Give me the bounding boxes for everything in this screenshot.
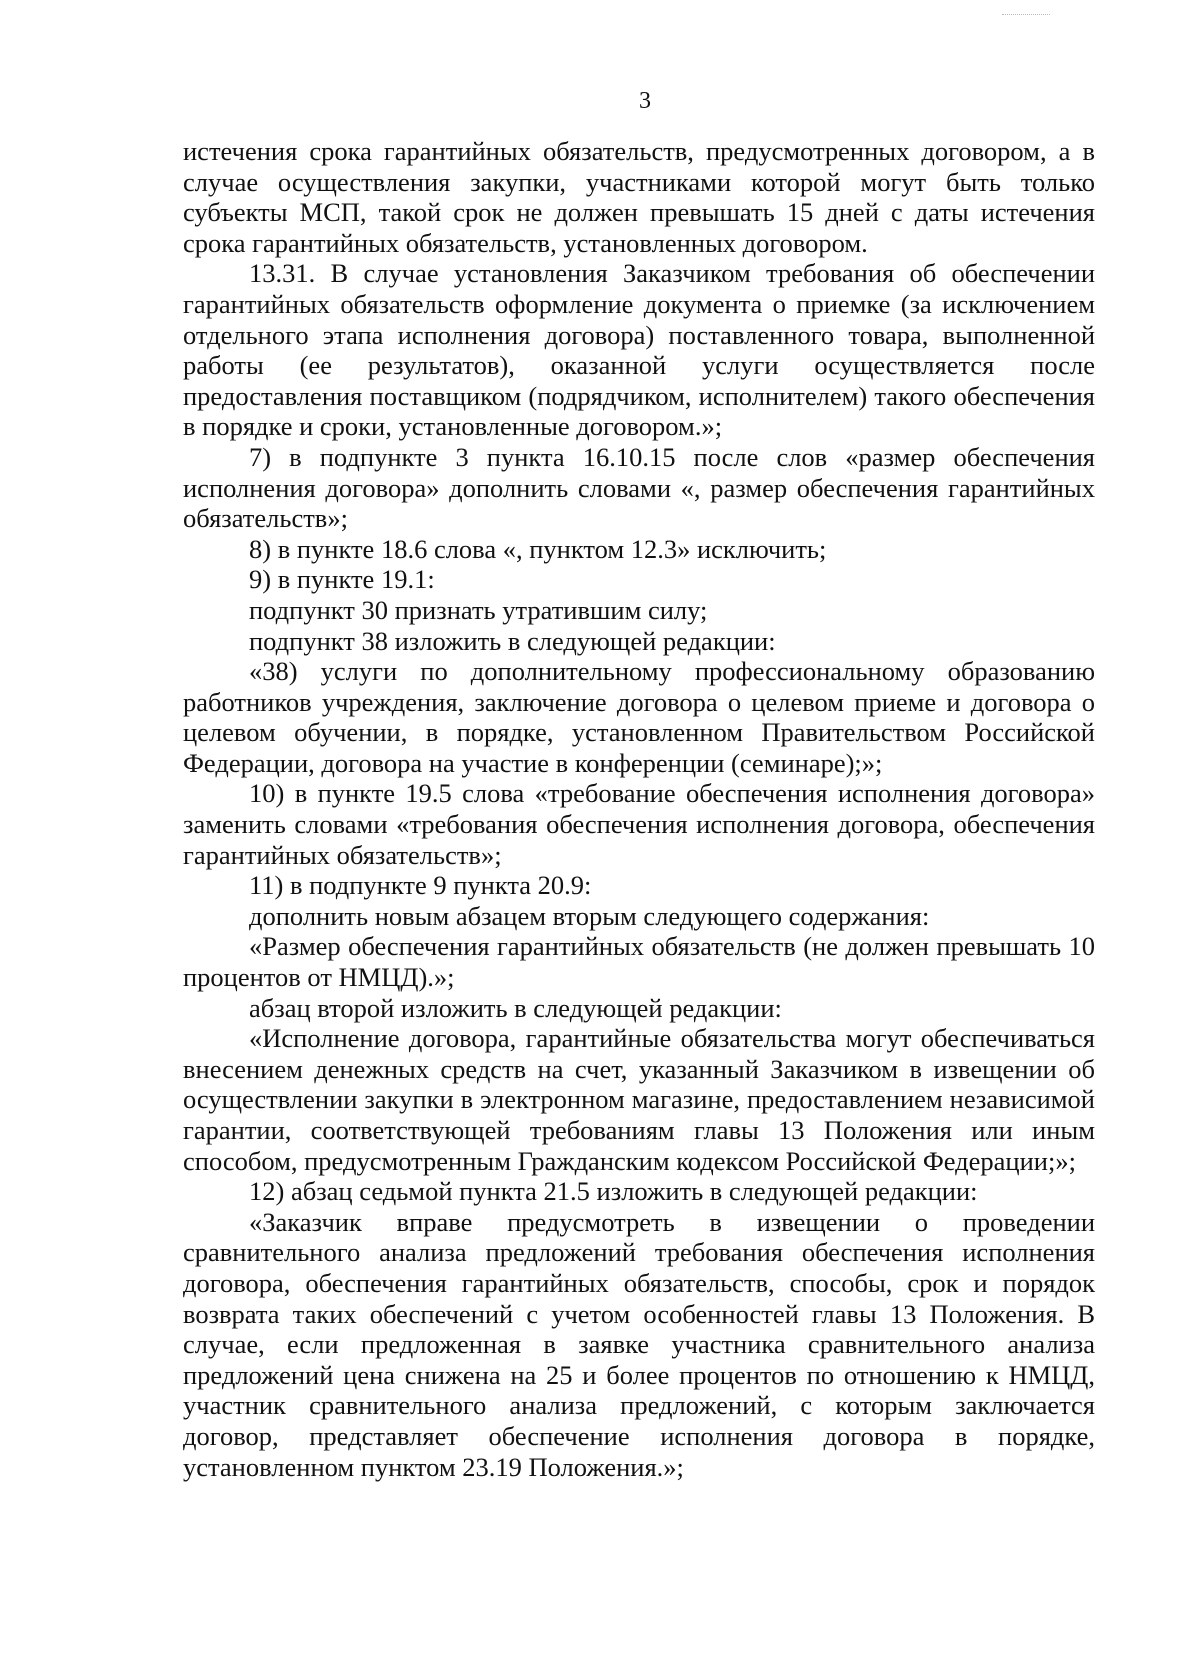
paragraph: 11) в подпункте 9 пункта 20.9:: [249, 870, 592, 901]
paragraph: 8) в пункте 18.6 слова «, пунктом 12.3» исключить;: [249, 533, 827, 564]
scan-artifact: [1002, 14, 1050, 19]
paragraph: дополнить новым абзацем вторым следующего содержания:: [249, 900, 930, 931]
paragraph: «Размер обеспечения гарантийных обязательств (не должен превышать 10 процентов от НМЦД).»;: [183, 931, 1095, 993]
paragraph: истечения срока гарантийных обязательств, предусмотренных договором, а в случае осуществления закупки, участниками которой могут быть только субъекты МСП, такой срок не должен превышать 15 дней с даты истечения срока гарантийных обязательств, установленных договором.: [183, 136, 1095, 258]
paragraph: 10) в пункте 19.5 слова «требование обеспечения исполнения договора» заменить словами «требования обеспечения исполнения договора, обеспечения гарантийных обязательств»;: [183, 778, 1095, 870]
paragraph: 13.31. В случае установления Заказчиком требования об обеспечении гарантийных обязательств оформление документа о приемке (за исключением отдельного этапа исполнения договора) поставленного товара, выполненной работы (ее результатов), оказанной услуги осуществляется после предоставления поставщиком (подрядчиком, исполнителем) такого обеспечения в порядке и сроки, установленные договором.»;: [183, 258, 1095, 442]
paragraph: 9) в пункте 19.1:: [249, 564, 435, 595]
paragraph: подпункт 30 признать утратившим силу;: [249, 594, 708, 625]
paragraph: 12) абзац седьмой пункта 21.5 изложить в следующей редакции:: [249, 1176, 978, 1207]
paragraph: подпункт 38 изложить в следующей редакции:: [249, 625, 776, 656]
paragraph: 7) в подпункте 3 пункта 16.10.15 после слов «размер обеспечения исполнения договора» дополнить словами «, размер обеспечения гарантийных обязательств»;: [183, 441, 1095, 534]
paragraph: «Заказчик вправе предусмотреть в извещении о проведении сравнительного анализа предложений требования обеспечения исполнения договора, обеспечения гарантийных обязательств, способы, срок и порядок возврата таких обеспечений с учетом особенностей главы 13 Положения. В случае, если предложенная в заявке участника сравнительного анализа предложений цена снижена на 25 и более процентов по отношению к НМЦД, участник сравнительного анализа предложений, с которым заключается договор, представляет обеспечение исполнения договора в порядке, установленном пунктом 23.19 Положения.»;: [183, 1206, 1095, 1482]
paragraph: «38) услуги по дополнительному профессиональному образованию работников учреждения, заключение договора о целевом приеме и договора о целевом обучении, в порядке, установленном Правительством Российской Федерации, договора на участие в конференции (семинаре);»;: [183, 656, 1095, 778]
page-number: 3: [639, 88, 651, 114]
document-body: [183, 136, 1095, 1482]
paragraph: абзац второй изложить в следующей редакции:: [249, 992, 782, 1023]
paragraph: «Исполнение договора, гарантийные обязательства могут обеспечиваться внесением денежных средств на счет, указанный Заказчиком в извещении об осуществлении закупки в электронном магазине, предоставлением независимой гарантии, соответствующей требованиям главы 13 Положения или иным способом, предусмотренным Гражданским кодексом Российской Федерации;»;: [183, 1023, 1095, 1176]
